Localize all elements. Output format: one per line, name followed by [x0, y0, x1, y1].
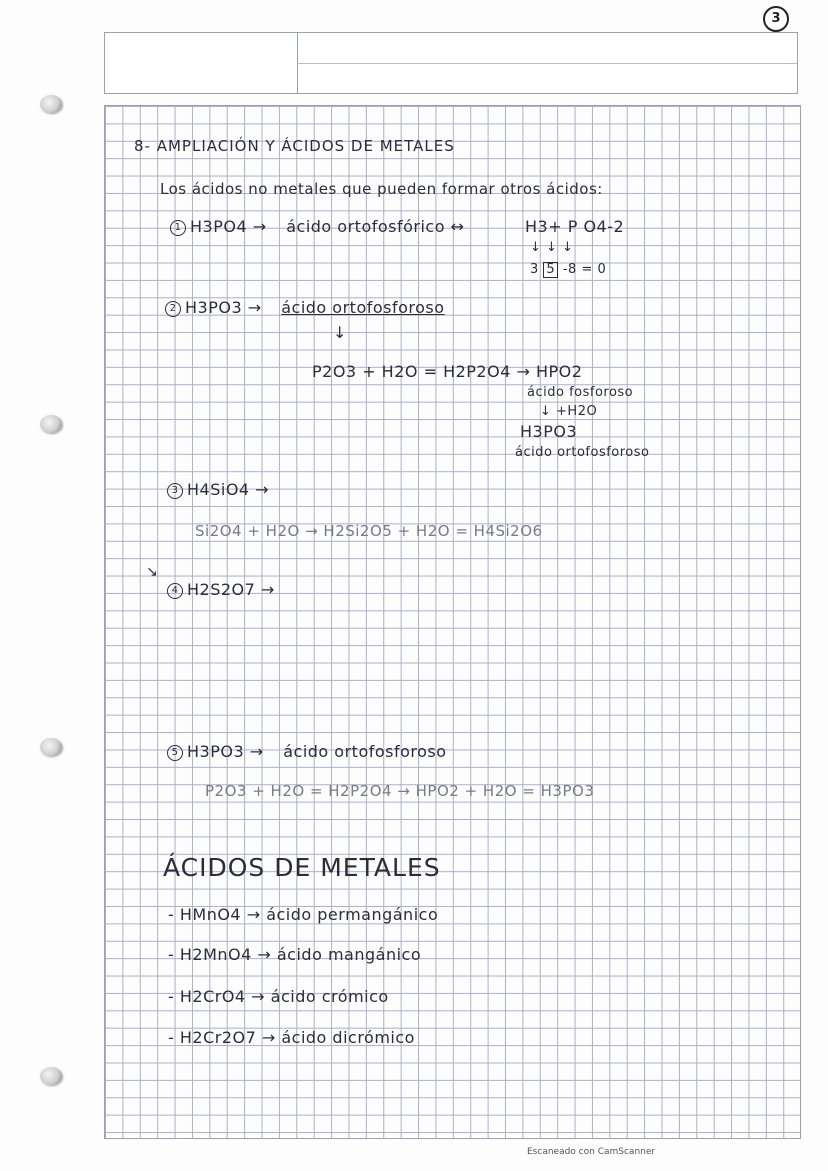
- metal-acid-4: - H2Cr2O7 → ácido dicrómico: [168, 1028, 415, 1047]
- section-intro: Los ácidos no metales que pueden formar otros ácidos:: [160, 180, 603, 198]
- item-5-reaction: P2O3 + H2O = H2P2O4 → HPO2 + H2O = H3PO3: [205, 782, 595, 800]
- item-3-reaction: Si2O4 + H2O → H2Si2O5 + H2O = H4Si2O6: [195, 522, 543, 540]
- item-number: 3: [167, 483, 183, 499]
- binder-hole: [40, 1067, 62, 1085]
- oxidation-formula: H3+ P O4-2: [525, 217, 625, 236]
- item-4: [167, 580, 275, 599]
- item-name: ácido ortofosforoso: [281, 298, 445, 317]
- metal-acid-2: - H2MnO4 → ácido mangánico: [168, 945, 422, 964]
- margin-arrow: ↘: [146, 564, 158, 580]
- metal-acid-1: - HMnO4 → ácido permangánico: [168, 905, 439, 924]
- binder-hole: [40, 95, 62, 113]
- scanner-footer: Escaneado con CamScanner: [527, 1147, 656, 1157]
- oxidation-sum: [530, 262, 606, 278]
- item-formula: H3PO4 →: [190, 217, 267, 236]
- oxidation-arrows: ↓ ↓ ↓: [530, 240, 574, 255]
- item-name: ácido ortofosfórico ↔: [286, 217, 465, 236]
- item-1: [170, 217, 465, 236]
- oxidation-sum-a: 3: [530, 262, 539, 277]
- grid-paper: [104, 105, 801, 1139]
- item-2: [165, 298, 445, 317]
- item-number: 2: [165, 301, 181, 317]
- oxidation-sum-b: -8 = 0: [562, 262, 607, 277]
- item-3: [167, 480, 269, 499]
- item-5: [167, 742, 447, 761]
- metal-acid-3: - H2CrO4 → ácido crómico: [168, 987, 389, 1006]
- item-number: 5: [167, 745, 183, 761]
- item-2-product-name: ácido fosforoso: [527, 385, 634, 400]
- section-title: 8- AMPLIACIÓN Y ÁCIDOS DE METALES: [134, 137, 455, 155]
- item-2-reaction: P2O3 + H2O = H2P2O4 → HPO2: [312, 362, 583, 381]
- header-line: [297, 63, 797, 64]
- header-box: [104, 32, 798, 94]
- binder-hole: [40, 415, 62, 433]
- item-2-plus-water: ↓ +H2O: [540, 404, 598, 419]
- page-number: 3: [763, 6, 789, 32]
- metals-heading: ÁCIDOS DE METALES: [163, 853, 441, 882]
- oxidation-box: 5: [543, 262, 558, 278]
- item-2-product2: H3PO3: [520, 422, 578, 441]
- down-arrow: ↓: [333, 323, 347, 342]
- item-2-product2-name: ácido ortofosforoso: [515, 445, 650, 460]
- item-number: 1: [170, 220, 186, 236]
- item-formula: H3PO3 →: [187, 742, 264, 761]
- item-formula: H2S2O7 →: [187, 580, 275, 599]
- item-name: ácido ortofosforoso: [283, 742, 447, 761]
- item-number: 4: [167, 583, 183, 599]
- item-formula: H4SiO4 →: [187, 480, 270, 499]
- binder-hole: [40, 738, 62, 756]
- item-formula: H3PO3 →: [185, 298, 262, 317]
